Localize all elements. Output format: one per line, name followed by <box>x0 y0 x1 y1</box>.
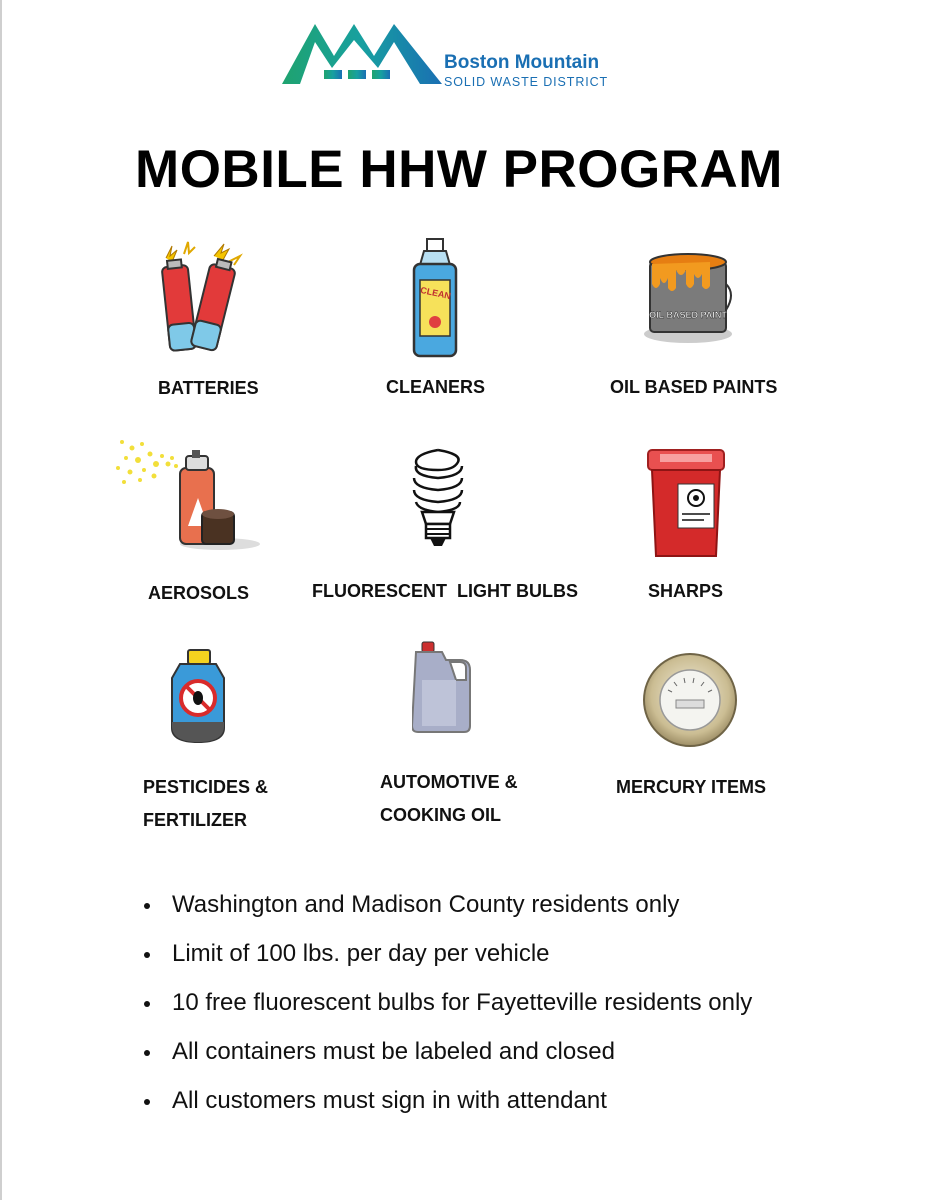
list-item: 10 free fluorescent bulbs for Fayetteville residents only <box>140 983 860 1032</box>
pesticide-bottle-icon <box>166 648 230 744</box>
cfl-bulb-icon <box>408 446 468 552</box>
program-rules-list <box>140 885 860 1130</box>
svg-text:OIL BASED PAINT: OIL BASED PAINT <box>649 310 727 320</box>
paint-can-icon <box>642 248 736 344</box>
item-label-sharps: SHARPS <box>648 581 724 601</box>
list-item: All containers must be labeled and closed <box>140 1032 860 1081</box>
list-item: Washington and Madison County residents only <box>140 885 860 934</box>
org-name: Boston Mountain <box>444 52 600 73</box>
page-title: MOBILE HHW PROGRAM <box>135 140 783 199</box>
item-label-fluorescent-light-bulbs: FLUORESCENT LIGHT BULBS <box>312 581 578 601</box>
cleaner-bottle-icon <box>408 236 462 360</box>
item-label-automotive-cooking-oil <box>380 766 518 832</box>
list-item: All customers must sign in with attendant <box>140 1081 860 1130</box>
list-item: Limit of 100 lbs. per day per vehicle <box>140 934 860 983</box>
item-label-line-1: AUTOMOTIVE & <box>380 772 518 792</box>
oil-jug-icon <box>412 640 474 736</box>
item-label-line-2: COOKING OIL <box>380 805 501 825</box>
item-label-line-1: PESTICIDES & <box>143 777 269 797</box>
svg-text:CLEAN: CLEAN <box>419 284 452 302</box>
aerosol-can-icon <box>112 434 264 552</box>
thermostat-icon <box>638 652 742 748</box>
item-label-aerosols: AEROSOLS <box>148 583 250 603</box>
item-label-batteries: BATTERIES <box>158 378 259 398</box>
batteries-icon <box>148 236 248 360</box>
item-label-cleaners: CLEANERS <box>386 377 486 397</box>
sharps-container-icon <box>646 448 726 560</box>
org-logo <box>282 18 622 92</box>
item-label-mercury-items: MERCURY ITEMS <box>616 777 767 797</box>
item-label-line-2: FERTILIZER <box>143 810 247 830</box>
item-label-oil-based-paints: OIL BASED PAINTS <box>610 377 778 397</box>
org-subtitle: SOLID WASTE DISTRICT <box>444 75 609 89</box>
item-label-pesticides-fertilizer <box>143 771 268 837</box>
mountain-logo-icon <box>282 18 442 92</box>
